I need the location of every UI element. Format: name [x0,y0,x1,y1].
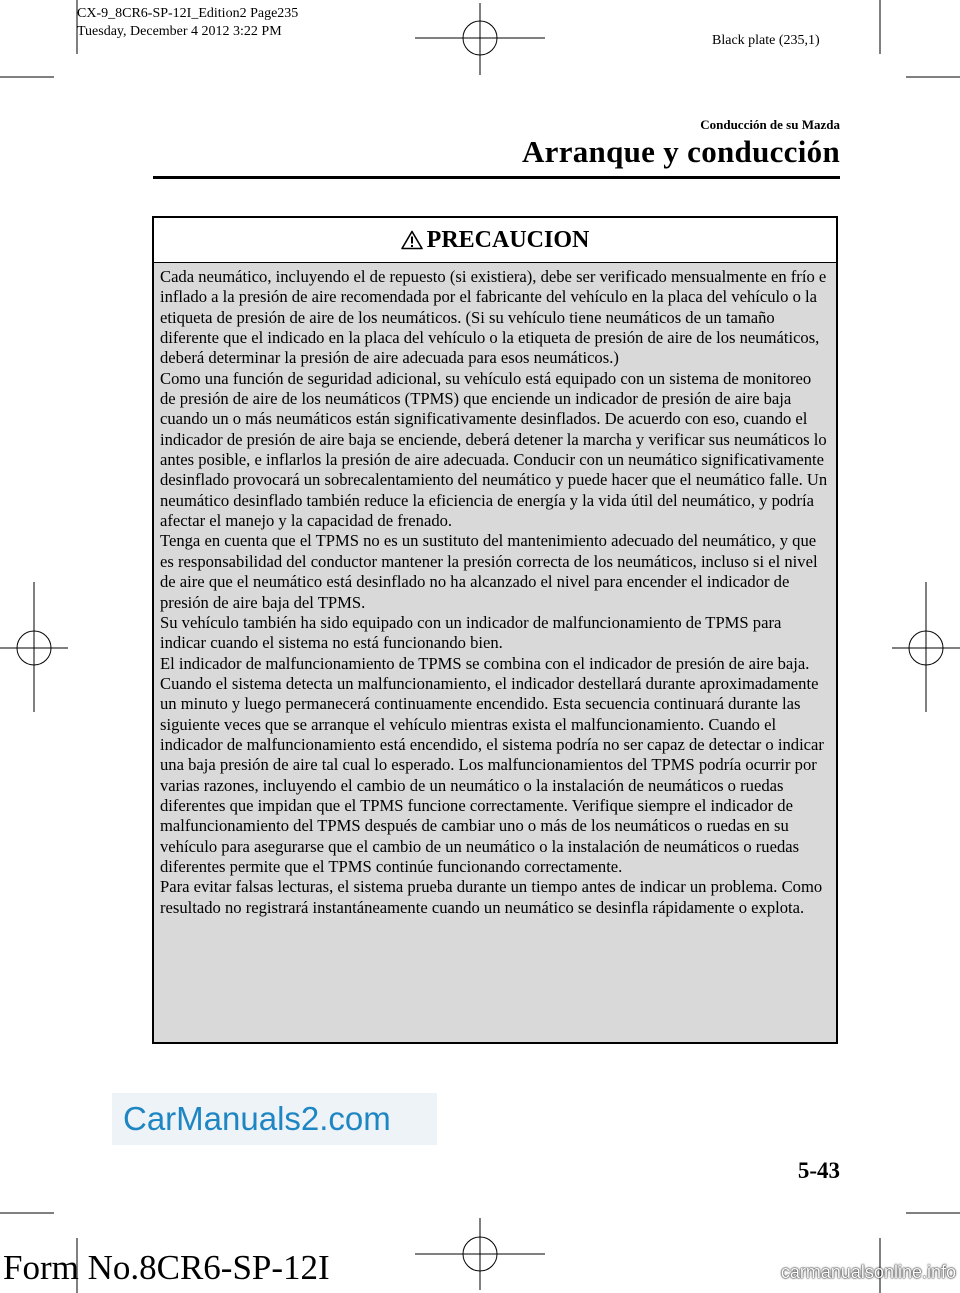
chapter-title: Conducción de su Mazda [700,117,840,132]
plate-info-date: Tuesday, December 4 2012 3:22 PM [77,24,282,39]
warning-triangle-icon [401,230,423,250]
footer-site-watermark: carmanualsonline.info [780,1262,956,1282]
watermark-logo: CarManuals2.com [112,1093,437,1145]
form-number: Form No.8CR6-SP-12I [3,1248,330,1287]
caution-header [154,218,836,263]
caution-paragraph: Tenga en cuenta que el TPMS no es un sustituto del mantenimiento adecuado del neumático, y que es responsabilidad del conductor mantener la presión correcta de los neumáticos, incluso si el nivel de aire que el neumático está desinflado no ha alcanzado el nivel para encender el indicador de presión de aire baja del TPMS. [160,531,818,612]
caution-paragraph: Para evitar falsas lecturas, el sistema prueba durante un tiempo antes de indicar un problema. Como resultado no registrará instantáneamente cuando un neumático se desinfla rápidamente o explota. [160,877,823,917]
header-rule [153,176,840,179]
caution-paragraph: Como una función de seguridad adicional, su vehículo está equipado con un sistema de monitoreo de presión de aire de los neumáticos (TPMS) que enciende un indicador de presión de aire baja cuando un o más neumáticos están significativamente desinflados. De acuerdo con eso, cuando el indicador de presión de aire baja se enciende, deberá detener la marcha y verificar sus neumáticos lo antes posible, e inflarlos la presión de aire adecuada. Conducir con un neumático significativamente desinflado provocará un sobrecalentamiento del neumático y puede hacer que el neumático falle. Un neumático desinflado también reduce la eficiencia de energía y la vida útil del neumático, y podría afectar el manejo y la capacidad de frenado. [160,368,828,531]
page-number: 5-43 [797,1158,840,1183]
plate-info-file: CX-9_8CR6-SP-12I_Edition2 Page235 [77,6,299,21]
caution-title: PRECAUCION [426,226,590,253]
caution-paragraph: El indicador de malfuncionamiento de TPMS se combina con el indicador de presión de aire baja. Cuando el sistema detecta un malfuncionamiento, el indicador destellará durante aproximadamente un minuto y luego permanecerá continuamente encendido. Esta secuencia continuará durante las siguiente veces que se arranque el vehículo mientras exista el malfuncionamiento. Cuando el indicador de malfuncionamiento está encendido, el sistema podría no ser capaz de detectar o indicar una baja presión de aire tal cual lo esperado. Los malfuncionamientos del TPMS podría ocurrir por varias razones, incluyendo el cambio de un neumático o la instalación de neumáticos o ruedas diferentes que impidan que el TPMS funcione correctamente. Verifique siempre el indicador de malfuncionamiento del TPMS después de cambiar uno o más de los neumáticos o ruedas en su vehículo para asegurarse que el cambio de un neumático o la instalación de neumáticos o ruedas diferentes permite que el TPMS continúe funcionando correctamente. [160,653,824,876]
plate-info [77,5,298,41]
caution-paragraph: Cada neumático, incluyendo el de repuesto (si existiera), debe ser verificado mensualmente en frío e inflado a la presión de aire recomendada por el fabricante del vehículo en la placa del vehículo o la etiqueta de presión de aire de los neumáticos. (Si su vehículo tiene neumáticos de un tamaño diferente que el indicado en la placa del vehículo o la etiqueta de presión de aire de los neumáticos, deberá determinar la presión de aire adecuada para esos neumáticos.) [160,267,827,368]
caution-box [152,216,838,1044]
section-title: Arranque y conducción [521,134,840,169]
caution-paragraph: Su vehículo también ha sido equipado con un indicador de malfuncionamiento de TPMS para indicar cuando el sistema no está funcionando bien. [160,612,782,653]
caution-body [154,263,836,918]
plate-label: Black plate (235,1) [712,33,820,48]
